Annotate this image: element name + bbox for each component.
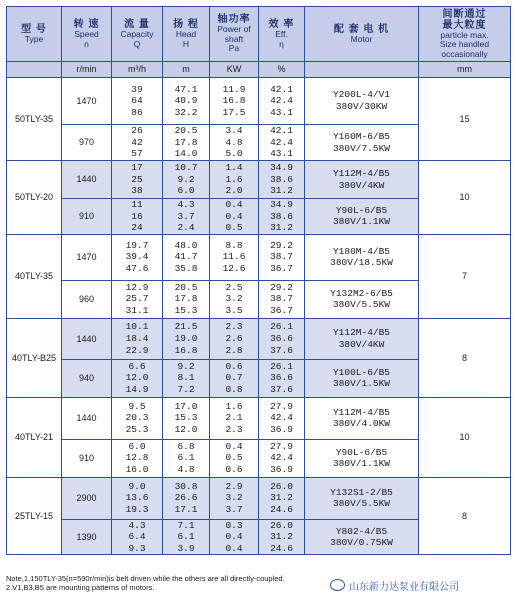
speed-cell: 1440: [62, 161, 112, 199]
cap-value: 25.7: [125, 293, 149, 305]
eff-value: 43.1: [270, 106, 293, 118]
head-value: 9.2: [177, 360, 195, 372]
head-value: 48.0: [174, 239, 198, 251]
speed-cell: 910: [62, 199, 112, 235]
header-type: 型 号 Type: [7, 7, 62, 62]
cap-cell: [112, 519, 163, 555]
eff-value: 42.4: [270, 452, 293, 464]
head-value: 17.8: [174, 293, 198, 305]
cap-value: 86: [131, 106, 143, 118]
head-cell: [163, 161, 210, 199]
unit-capacity: m³/h: [112, 62, 163, 78]
particle-cell: 10: [419, 397, 511, 477]
eff-value: 26.1: [270, 321, 293, 333]
power-cell: [210, 280, 259, 318]
power-value: 8.8: [225, 239, 243, 251]
speed-cell: 1390: [62, 519, 112, 555]
cap-value: 64: [131, 95, 143, 107]
power-value: 11.6: [222, 251, 246, 263]
head-value: 6.8: [177, 440, 195, 452]
header-particle: 间断通过 最大粒度 particle max. Size handled occasionally: [419, 7, 511, 62]
head-value: 4.3: [177, 199, 195, 210]
footnote: [6, 574, 326, 593]
speed-cell: 2900: [62, 477, 112, 519]
motor-model: Y112M-4/B5: [332, 406, 390, 418]
cap-value: 16: [131, 210, 143, 222]
eff-value: 43.1: [270, 148, 293, 160]
units-row: [7, 62, 511, 78]
power-value: 0.8: [225, 384, 243, 396]
eff-cell: [259, 234, 305, 280]
unit-type: [7, 62, 62, 78]
header-eff: 效 率 Eff. η: [259, 7, 305, 62]
cap-value: 25: [131, 173, 143, 185]
model-cell: 25TLY-15: [7, 477, 62, 555]
cap-value: 19.3: [125, 504, 149, 516]
head-value: 8.1: [177, 372, 195, 384]
head-value: 17.8: [174, 136, 198, 148]
power-cell: [210, 78, 259, 125]
cap-value: 11: [131, 199, 143, 210]
eff-value: 42.1: [270, 125, 293, 137]
cap-cell: [112, 397, 163, 439]
head-value: 47.1: [174, 83, 198, 95]
head-cell: [163, 125, 210, 161]
power-value: 11.9: [222, 83, 246, 95]
particle-cell: 15: [419, 78, 511, 161]
motor-cell: [305, 477, 419, 519]
power-cell: [210, 359, 259, 397]
head-value: 21.5: [174, 321, 198, 333]
cap-value: 19.7: [125, 239, 149, 251]
unit-speed: r/min: [62, 62, 112, 78]
unit-power: KW: [210, 62, 259, 78]
head-value: 12.0: [174, 424, 198, 436]
eff-value: 42.4: [270, 95, 293, 107]
power-value: 2.1: [225, 412, 243, 424]
head-value: 6.0: [177, 185, 195, 197]
head-value: 20.5: [174, 125, 198, 137]
speed-cell: 1440: [62, 397, 112, 439]
unit-particle: mm: [419, 62, 511, 78]
eff-cell: [259, 519, 305, 555]
head-value: 3.9: [177, 542, 195, 554]
power-value: 1.4: [225, 162, 243, 174]
footnote-line-1: Note,1.150TLY-35(n=590r/min)is belt driven while the others are all directly-coupled.: [6, 574, 285, 583]
eff-value: 36.7: [270, 305, 293, 317]
power-value: 0.6: [225, 360, 243, 372]
power-value: 2.3: [225, 424, 243, 436]
power-value: 0.4: [225, 542, 243, 554]
power-value: 2.8: [225, 344, 243, 356]
eff-cell: [259, 359, 305, 397]
motor-cell: [305, 78, 419, 125]
power-value: 3.7: [225, 504, 243, 516]
power-value: 1.6: [225, 173, 243, 185]
unit-eff: %: [259, 62, 305, 78]
cap-cell: [112, 234, 163, 280]
eff-value: 31.2: [270, 185, 293, 197]
speed-cell: 1470: [62, 78, 112, 125]
table-row: [7, 397, 511, 439]
eff-value: 36.6: [270, 332, 293, 344]
cap-value: 13.6: [125, 492, 149, 504]
eff-value: 42.4: [270, 136, 293, 148]
motor-model: Y132M2-6/B5: [330, 287, 393, 299]
speed-cell: 1470: [62, 234, 112, 280]
power-cell: [210, 477, 259, 519]
table-row: [7, 318, 511, 359]
cap-value: 42: [131, 136, 143, 148]
cap-value: 39: [131, 83, 143, 95]
model-cell: 40TLY-B25: [7, 318, 62, 397]
cap-value: 14.9: [125, 384, 149, 396]
head-value: 15.3: [174, 412, 198, 424]
power-value: 2.3: [225, 321, 243, 333]
power-value: 0.4: [225, 531, 243, 543]
power-cell: [210, 161, 259, 199]
head-cell: [163, 199, 210, 235]
cap-value: 12.8: [125, 452, 149, 464]
motor-model: Y100L-6/B5: [332, 366, 390, 378]
head-value: 20.5: [174, 281, 198, 293]
power-value: 2.5: [225, 281, 243, 293]
power-value: 0.3: [225, 519, 243, 531]
header-power: 轴功率 Power of shaft Pa: [210, 7, 259, 62]
power-cell: [210, 519, 259, 555]
head-value: 35.8: [174, 263, 198, 275]
head-cell: [163, 359, 210, 397]
motor-model: Y90L-6/B5: [335, 204, 388, 216]
power-cell: [210, 234, 259, 280]
eff-value: 34.9: [270, 162, 293, 174]
motor-cell: [305, 359, 419, 397]
wechat-icon: [330, 579, 345, 591]
motor-model: Y112M-4/B5: [332, 327, 390, 339]
head-cell: [163, 397, 210, 439]
eff-cell: [259, 125, 305, 161]
head-cell: [163, 78, 210, 125]
eff-value: 36.7: [270, 263, 293, 275]
cap-value: 6.6: [128, 360, 146, 372]
cap-value: 25.3: [125, 424, 149, 436]
power-cell: [210, 318, 259, 359]
eff-value: 37.6: [270, 384, 293, 396]
motor-spec: 380V/7.5KW: [332, 142, 390, 154]
eff-value: 36.9: [270, 424, 293, 436]
cap-cell: [112, 359, 163, 397]
cap-value: 9.0: [128, 480, 146, 492]
head-value: 4.8: [177, 464, 195, 476]
head-value: 7.2: [177, 384, 195, 396]
eff-cell: [259, 477, 305, 519]
eff-value: 27.9: [270, 440, 293, 452]
eff-value: 37.6: [270, 344, 293, 356]
eff-value: 29.2: [270, 239, 293, 251]
header-motor: 配 套 电 机 Motor: [305, 7, 419, 62]
power-cell: [210, 439, 259, 477]
motor-cell: [305, 199, 419, 235]
motor-cell: [305, 125, 419, 161]
eff-value: 26.0: [270, 480, 293, 492]
eff-value: 36.6: [270, 372, 293, 384]
unit-motor: [305, 62, 419, 78]
motor-spec: 380V/5.5KW: [332, 498, 390, 510]
motor-spec: 380V/4KW: [338, 179, 385, 191]
head-value: 15.3: [174, 305, 198, 317]
power-value: 3.5: [225, 305, 243, 317]
power-value: 3.4: [225, 125, 243, 137]
model-cell: 50TLY-35: [7, 78, 62, 161]
motor-model: Y160M-6/B5: [332, 130, 390, 142]
power-value: 16.8: [222, 95, 246, 107]
particle-cell: 7: [419, 234, 511, 318]
motor-model: Y132S1-2/B5: [330, 486, 393, 498]
head-value: 17.1: [174, 504, 198, 516]
header-row: [7, 7, 511, 62]
power-value: 12.6: [222, 263, 246, 275]
motor-spec: 380V/1.1KW: [332, 216, 390, 228]
power-value: 2.9: [225, 480, 243, 492]
cap-value: 9.5: [128, 400, 146, 412]
eff-cell: [259, 161, 305, 199]
cap-value: 9.3: [128, 542, 146, 554]
eff-value: 42.4: [270, 412, 293, 424]
table-row: [7, 78, 511, 125]
power-value: 0.7: [225, 372, 243, 384]
power-value: 0.5: [225, 222, 243, 234]
speed-cell: 940: [62, 359, 112, 397]
model-cell: 40TLY-21: [7, 397, 62, 477]
table-body: [7, 78, 511, 555]
head-value: 26.6: [174, 492, 198, 504]
power-value: 2.6: [225, 332, 243, 344]
motor-model: Y200L-4/V1: [332, 89, 390, 101]
footnote-line-2: 2.V1,B3,B5 are mounting patterns of motors.: [6, 583, 155, 593]
cap-cell: [112, 161, 163, 199]
head-value: 30.8: [174, 480, 198, 492]
eff-value: 29.2: [270, 281, 293, 293]
table-row: [7, 477, 511, 519]
speed-cell: 970: [62, 125, 112, 161]
speed-cell: 910: [62, 439, 112, 477]
cap-value: 31.1: [125, 305, 149, 317]
eff-value: 38.6: [270, 173, 293, 185]
cap-value: 47.6: [125, 263, 149, 275]
head-value: 7.1: [177, 519, 195, 531]
cap-value: 12.0: [125, 372, 149, 384]
cap-cell: [112, 477, 163, 519]
header-capacity: 流 量 Capacity Q: [112, 7, 163, 62]
eff-value: 38.6: [270, 210, 293, 222]
motor-model: Y180M-4/B5: [332, 245, 390, 257]
head-value: 40.9: [174, 95, 198, 107]
head-value: 16.8: [174, 344, 198, 356]
speed-cell: 960: [62, 280, 112, 318]
power-cell: [210, 397, 259, 439]
cap-value: 22.9: [125, 344, 149, 356]
particle-cell: 8: [419, 318, 511, 397]
motor-spec: 380V/4KW: [338, 338, 385, 350]
cap-value: 10.1: [125, 321, 149, 333]
cap-value: 6.4: [128, 531, 146, 543]
power-cell: [210, 199, 259, 235]
eff-cell: [259, 397, 305, 439]
eff-value: 26.1: [270, 360, 293, 372]
unit-head: m: [163, 62, 210, 78]
table-row: [7, 234, 511, 280]
motor-spec: 380V/0.75KW: [330, 537, 393, 549]
cap-cell: [112, 78, 163, 125]
motor-cell: [305, 439, 419, 477]
motor-model: Y802-4/B5: [335, 525, 388, 537]
eff-cell: [259, 280, 305, 318]
cap-cell: [112, 318, 163, 359]
cap-value: 20.3: [125, 412, 149, 424]
particle-cell: 8: [419, 477, 511, 555]
eff-value: 38.7: [270, 293, 293, 305]
head-cell: [163, 439, 210, 477]
head-cell: [163, 280, 210, 318]
power-value: 0.4: [225, 199, 243, 210]
eff-cell: [259, 318, 305, 359]
head-value: 9.2: [177, 173, 195, 185]
eff-cell: [259, 78, 305, 125]
power-value: 5.0: [225, 148, 243, 160]
cap-value: 57: [131, 148, 143, 160]
eff-value: 34.9: [270, 199, 293, 210]
power-value: 0.5: [225, 452, 243, 464]
head-value: 10.7: [174, 162, 198, 174]
motor-spec: 380V/5.5KW: [332, 299, 390, 311]
cap-cell: [112, 439, 163, 477]
cap-value: 4.3: [128, 519, 146, 531]
cap-value: 18.4: [125, 332, 149, 344]
motor-cell: [305, 519, 419, 555]
motor-model: Y112M-4/B5: [332, 167, 390, 179]
eff-value: 31.2: [270, 531, 293, 543]
eff-value: 36.9: [270, 464, 293, 476]
head-cell: [163, 234, 210, 280]
motor-cell: [305, 280, 419, 318]
power-value: 0.4: [225, 440, 243, 452]
head-value: 41.7: [174, 251, 198, 263]
eff-value: 31.2: [270, 222, 293, 234]
model-cell: 50TLY-20: [7, 161, 62, 235]
cap-value: 38: [131, 185, 143, 197]
pump-performance-table: [6, 6, 511, 555]
cap-value: 12.9: [125, 281, 149, 293]
cap-cell: [112, 199, 163, 235]
power-value: 3.2: [225, 492, 243, 504]
cap-value: 39.4: [125, 251, 149, 263]
speed-cell: 1440: [62, 318, 112, 359]
power-value: 17.5: [222, 106, 246, 118]
head-value: 32.2: [174, 106, 198, 118]
motor-cell: [305, 234, 419, 280]
head-value: 14.0: [174, 148, 198, 160]
head-cell: [163, 318, 210, 359]
cap-value: 26: [131, 125, 143, 137]
cap-value: 6.0: [128, 440, 146, 452]
motor-cell: [305, 161, 419, 199]
eff-value: 31.2: [270, 492, 293, 504]
cap-cell: [112, 125, 163, 161]
head-value: 17.0: [174, 400, 198, 412]
power-value: 2.0: [225, 185, 243, 197]
power-value: 1.6: [225, 400, 243, 412]
head-value: 3.7: [177, 210, 195, 222]
power-value: 3.2: [225, 293, 243, 305]
cap-value: 17: [131, 162, 143, 174]
motor-spec: 380V/4.0KW: [332, 418, 390, 430]
motor-spec: 380V/30KW: [335, 101, 388, 112]
watermark-text: 山东新力达泵业有限公司: [349, 581, 459, 593]
eff-value: 38.7: [270, 251, 293, 263]
header-speed: 转 速 Speed n: [62, 7, 112, 62]
cap-value: 16.0: [125, 464, 149, 476]
header-head: 扬 程 Head H: [163, 7, 210, 62]
head-value: 6.1: [177, 531, 195, 543]
eff-value: 24.6: [270, 542, 293, 554]
eff-cell: [259, 439, 305, 477]
head-value: 2.4: [177, 222, 195, 234]
motor-spec: 380V/18.5KW: [330, 257, 393, 269]
power-value: 0.4: [225, 210, 243, 222]
head-value: 19.0: [174, 332, 198, 344]
eff-value: 27.9: [270, 400, 293, 412]
power-value: 4.8: [225, 136, 243, 148]
motor-cell: [305, 397, 419, 439]
cap-cell: [112, 280, 163, 318]
head-value: 6.1: [177, 452, 195, 464]
eff-value: 42.1: [270, 83, 293, 95]
table-row: [7, 161, 511, 199]
power-value: 0.6: [225, 464, 243, 476]
motor-cell: [305, 318, 419, 359]
watermark: [330, 578, 459, 592]
motor-spec: 380V/1.1KW: [332, 458, 390, 470]
power-cell: [210, 125, 259, 161]
eff-value: 26.0: [270, 519, 293, 531]
cap-value: 24: [131, 222, 143, 234]
head-cell: [163, 519, 210, 555]
eff-value: 24.6: [270, 504, 293, 516]
model-cell: 40TLY-35: [7, 234, 62, 318]
particle-cell: 10: [419, 161, 511, 235]
motor-spec: 380V/1.5KW: [332, 378, 390, 390]
motor-model: Y90L-6/B5: [335, 446, 388, 458]
head-cell: [163, 477, 210, 519]
eff-cell: [259, 199, 305, 235]
